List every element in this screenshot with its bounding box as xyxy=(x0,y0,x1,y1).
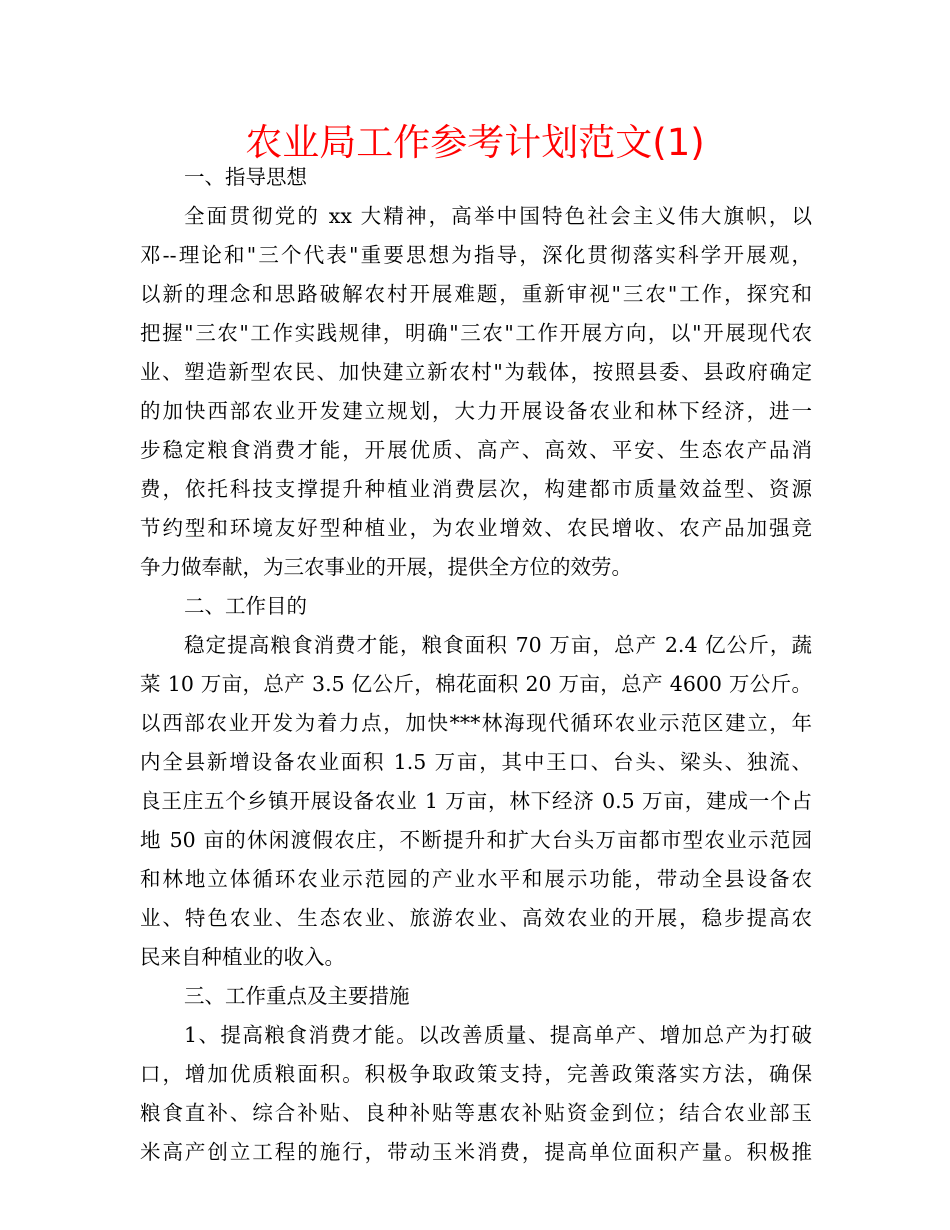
paragraph-line: 口，增加优质粮面积。积极争取政策支持，完善政策落实方法，确保 xyxy=(140,1062,812,1086)
document-body xyxy=(140,158,812,1172)
paragraph-line: 米高产创立工程的施行，带动玉米消费，提高单位面积产量。积极推 xyxy=(140,1140,812,1164)
paragraph-line: 节约型和环境友好型种植业，为农业增效、农民增收、农产品加强竞 xyxy=(140,516,812,540)
paragraph-line: 把握"三农"工作实践规律，明确"三农"工作开展方向，以"开展现代农 xyxy=(140,321,812,345)
paragraph-line: 业、塑造新型农民、加快建立新农村"为载体，按照县委、县政府确定 xyxy=(140,360,812,384)
document-title: 农业局工作参考计划范文(1) xyxy=(245,121,705,164)
paragraph-line: 步稳定粮食消费才能，开展优质、高产、高效、平安、生态农产品消 xyxy=(140,438,812,462)
paragraph-line: 民来自种植业的收入。 xyxy=(140,945,345,969)
paragraph-line: 1、提高粮食消费才能。以改善质量、提高单产、增加总产为打破 xyxy=(184,1023,812,1047)
paragraph-line: 粮食直补、综合补贴、良种补贴等惠农补贴资金到位；结合农业部玉 xyxy=(140,1101,812,1125)
paragraph-line: 以西部农业开发为着力点，加快***林海现代循环农业示范区建立，年 xyxy=(140,711,812,735)
paragraph-line: 邓--理论和"三个代表"重要思想为指导，深化贯彻落实科学开展观， xyxy=(140,243,812,267)
section-heading: 二、工作目的 xyxy=(184,594,307,618)
paragraph-line: 全面贯彻党的 xx 大精神，高举中国特色社会主义伟大旗帜，以 xyxy=(184,204,812,228)
section-heading: 三、工作重点及主要措施 xyxy=(184,984,410,1008)
paragraph-line: 良王庄五个乡镇开展设备农业 1 万亩，林下经济 0.5 万亩，建成一个占 xyxy=(140,789,812,813)
paragraph-line: 内全县新增设备农业面积 1.5 万亩，其中王口、台头、梁头、独流、 xyxy=(140,750,812,774)
paragraph-line: 菜 10 万亩，总产 3.5 亿公斤，棉花面积 20 万亩，总产 4600 万公斤。 xyxy=(140,672,812,696)
section-heading: 一、指导思想 xyxy=(184,165,307,189)
paragraph-line: 的加快西部农业开发建立规划，大力开展设备农业和林下经济，进一 xyxy=(140,399,812,423)
paragraph-line: 争力做奉献，为三农事业的开展，提供全方位的效劳。 xyxy=(140,555,632,579)
paragraph-line: 费，依托科技支撑提升种植业消费层次，构建都市质量效益型、资源 xyxy=(140,477,812,501)
paragraph-line: 以新的理念和思路破解农村开展难题，重新审视"三农"工作，探究和 xyxy=(140,282,812,306)
paragraph-line: 业、特色农业、生态农业、旅游农业、高效农业的开展，稳步提高农 xyxy=(140,906,812,930)
paragraph-line: 地 50 亩的休闲渡假农庄，不断提升和扩大台头万亩都市型农业示范园 xyxy=(140,828,812,852)
paragraph-line: 稳定提高粮食消费才能，粮食面积 70 万亩，总产 2.4 亿公斤，蔬 xyxy=(184,633,812,657)
paragraph-line: 和林地立体循环农业示范园的产业水平和展示功能，带动全县设备农 xyxy=(140,867,812,891)
